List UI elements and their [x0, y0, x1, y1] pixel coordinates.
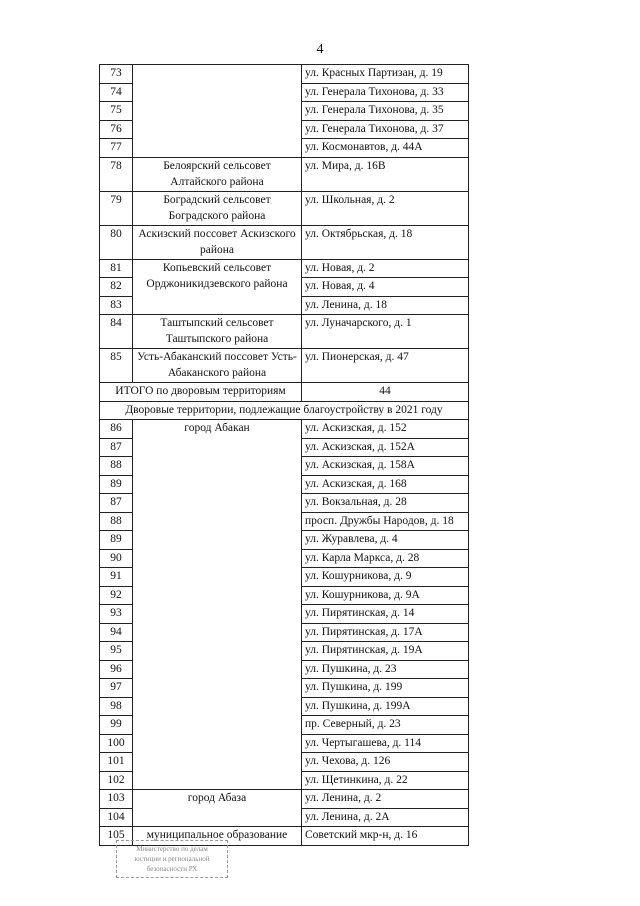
table-row: [100, 259, 469, 278]
address-cell: ул. Пушкина, д. 199: [302, 679, 469, 698]
row-number: 89: [100, 475, 133, 494]
row-number: 82: [100, 278, 133, 297]
table-row: [100, 315, 469, 349]
address-cell: ул. Аскизская, д. 158А: [302, 457, 469, 476]
address-cell: ул. Чертыгашева, д. 114: [302, 734, 469, 753]
address-cell: ул. Аскизская, д. 152А: [302, 438, 469, 457]
row-number: 104: [100, 808, 133, 827]
stamp-line: юстиции и региональной: [134, 855, 210, 863]
row-number: 76: [100, 120, 133, 139]
registration-stamp: [116, 840, 228, 878]
row-number: 73: [100, 65, 133, 84]
address-cell: пр. Северный, д. 23: [302, 716, 469, 735]
row-number: 78: [100, 157, 133, 191]
yard-territories-table: [99, 64, 469, 846]
table-row: [100, 225, 469, 259]
address-cell: ул. Карла Маркса, д. 28: [302, 549, 469, 568]
municipality-cell: [133, 65, 302, 158]
row-number: 80: [100, 225, 133, 259]
section-title: Дворовые территории, подлежащие благоустройству в 2021 году: [100, 401, 469, 420]
stamp-line: безопасности РХ: [146, 865, 198, 873]
address-cell: ул. Ленина, д. 2А: [302, 808, 469, 827]
municipality-cell: Таштыпский сельсовет Таштыпского района: [133, 315, 302, 349]
row-number: 79: [100, 191, 133, 225]
table-row: [100, 191, 469, 225]
row-number: 98: [100, 697, 133, 716]
row-number: 74: [100, 83, 133, 102]
address-cell: ул. Пионерская, д. 47: [302, 349, 469, 383]
row-number: 101: [100, 753, 133, 772]
address-cell: ул. Луначарского, д. 1: [302, 315, 469, 349]
municipality-cell: Аскизский поссовет Аскизского района: [133, 225, 302, 259]
address-cell: ул. Октябрьская, д. 18: [302, 225, 469, 259]
address-cell: ул. Кошурникова, д. 9: [302, 568, 469, 587]
row-number: 87: [100, 494, 133, 513]
address-cell: ул. Новая, д. 2: [302, 259, 469, 278]
row-number: 89: [100, 531, 133, 550]
address-cell: ул. Пушкина, д. 23: [302, 660, 469, 679]
municipality-cell: муниципальное образование: [133, 827, 302, 846]
row-number: 90: [100, 549, 133, 568]
row-number: 88: [100, 512, 133, 531]
page-number: 4: [316, 42, 324, 57]
address-cell: ул. Журавлева, д. 4: [302, 531, 469, 550]
row-number: 96: [100, 660, 133, 679]
address-cell: ул. Пирятинская, д. 19А: [302, 642, 469, 661]
table-row: [100, 65, 469, 84]
municipality-cell: город Абакан: [133, 420, 302, 790]
address-cell: ул. Красных Партизан, д. 19: [302, 65, 469, 84]
row-number: 87: [100, 438, 133, 457]
address-cell: ул. Космонавтов, д. 44А: [302, 139, 469, 158]
row-number: 100: [100, 734, 133, 753]
municipality-cell: Усть-Абаканский поссовет Усть-Абаканского района: [133, 349, 302, 383]
municipality-cell: Белоярский сельсовет Алтайского района: [133, 157, 302, 191]
row-number: 99: [100, 716, 133, 735]
row-number: 83: [100, 296, 133, 315]
address-cell: ул. Аскизская, д. 168: [302, 475, 469, 494]
address-cell: ул. Мира, д. 16В: [302, 157, 469, 191]
row-number: 77: [100, 139, 133, 158]
row-number: 84: [100, 315, 133, 349]
municipality-cell: Копьевский сельсовет Орджоникидзевского района: [133, 259, 302, 315]
address-cell: Советский мкр-н, д. 16: [302, 827, 469, 846]
address-cell: ул. Генерала Тихонова, д. 37: [302, 120, 469, 139]
row-number: 93: [100, 605, 133, 624]
row-number: 95: [100, 642, 133, 661]
address-cell: ул. Генерала Тихонова, д. 35: [302, 102, 469, 121]
address-cell: ул. Пушкина, д. 199А: [302, 697, 469, 716]
address-cell: ул. Кошурникова, д. 9А: [302, 586, 469, 605]
row-number: 97: [100, 679, 133, 698]
address-cell: ул. Новая, д. 4: [302, 278, 469, 297]
address-cell: ул. Школьная, д. 2: [302, 191, 469, 225]
address-cell: ул. Аскизская, д. 152: [302, 420, 469, 439]
address-cell: ул. Ленина, д. 18: [302, 296, 469, 315]
stamp-line: Министерство по делам: [136, 845, 208, 853]
address-cell: ул. Щетинкина, д. 22: [302, 771, 469, 790]
row-number: 92: [100, 586, 133, 605]
table-row: [100, 790, 469, 809]
table-row: [100, 420, 469, 439]
row-number: 91: [100, 568, 133, 587]
municipality-cell: Боградский сельсовет Боградского района: [133, 191, 302, 225]
address-cell: просп. Дружбы Народов, д. 18: [302, 512, 469, 531]
row-number: 103: [100, 790, 133, 809]
row-number: 88: [100, 457, 133, 476]
row-number: 86: [100, 420, 133, 439]
municipality-cell: город Абаза: [133, 790, 302, 827]
row-number: 81: [100, 259, 133, 278]
row-number: 85: [100, 349, 133, 383]
address-cell: ул. Генерала Тихонова, д. 33: [302, 83, 469, 102]
total-value: 44: [302, 383, 469, 402]
address-cell: ул. Пирятинская, д. 17А: [302, 623, 469, 642]
row-number: 102: [100, 771, 133, 790]
address-cell: ул. Пирятинская, д. 14: [302, 605, 469, 624]
row-number: 75: [100, 102, 133, 121]
total-label: ИТОГО по дворовым территориям: [100, 383, 302, 402]
section-header-row: [100, 401, 469, 420]
row-number: 94: [100, 623, 133, 642]
address-cell: ул. Ленина, д. 2: [302, 790, 469, 809]
table-row: [100, 157, 469, 191]
row-number: 105: [100, 827, 133, 846]
address-cell: ул. Вокзальная, д. 28: [302, 494, 469, 513]
total-row: [100, 383, 469, 402]
table-row: [100, 349, 469, 383]
address-cell: ул. Чехова, д. 126: [302, 753, 469, 772]
